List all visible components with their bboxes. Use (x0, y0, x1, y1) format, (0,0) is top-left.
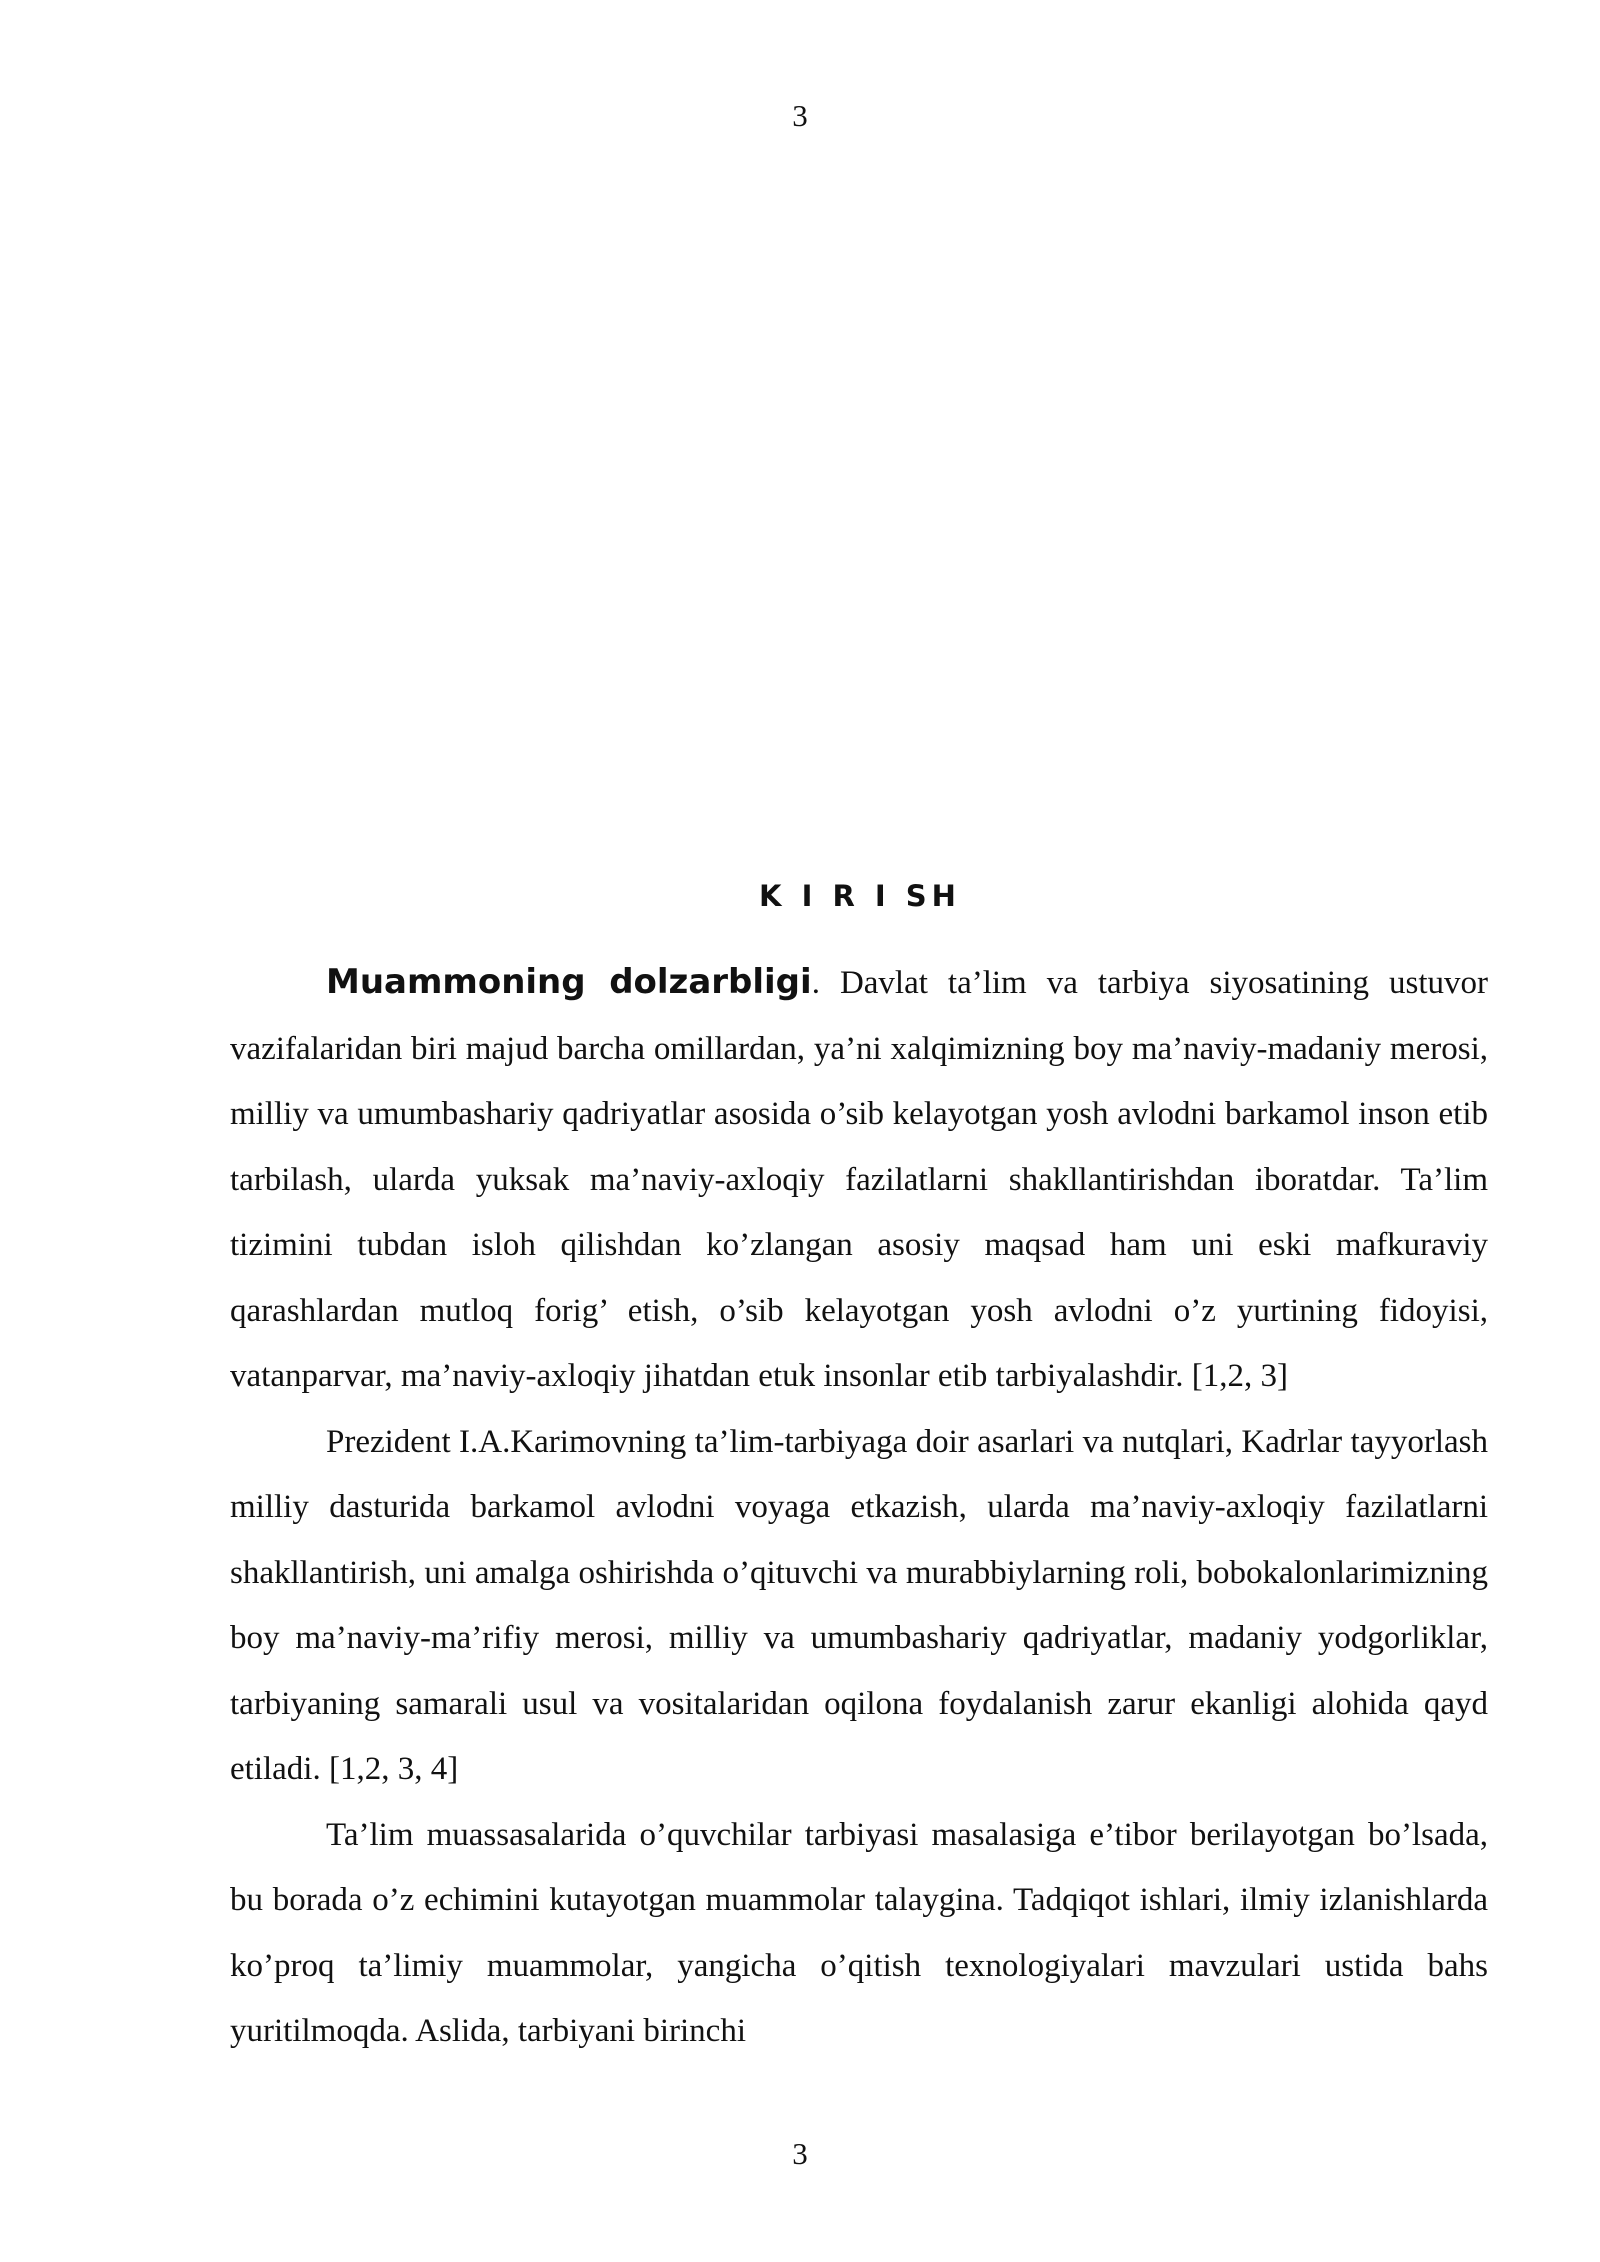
page-number-top: 3 (792, 98, 808, 133)
body-text (230, 950, 1488, 2065)
section-heading: K I R I SH (759, 879, 961, 913)
paragraph-president: Prezident I.A.Karimovning ta’lim-tarbiyaga doir asarlari va nutqlari, Kadrlar tayyorlash milliy dasturida barkamol avlodni voyaga etkazish, ularda ma’naviy-axloqiy fazilatlarni shakllantirish, uni amalga oshirishda o’qituvchi va murabbiylarning roli, bobokalonlarimizning boy ma’naviy-ma’rifiy merosi, milliy va umumbashariy qadriyatlar, madaniy yodgorliklar, tarbiyaning samarali usul va vositalaridan oqilona foydalanish zarur ekanligi alohida qayd etiladi. [1,2, 3, 4] (230, 1423, 1488, 1787)
paragraph-education: Ta’lim muassasalarida o’quvchilar tarbiyasi masalasiga e’tibor berilayotgan bo’lsada, bu borada o’z echimini kutayotgan muammolar talaygina. Tadqiqot ishlari, ilmiy izlanishlarda ko’proq ta’limiy muammolar, yangicha o’qitish texnologiyalari mavzulari ustida bahs yuritilmoqda. Aslida, tarbiyani birinchi (230, 1816, 1488, 2049)
paragraph-relevance (230, 950, 1488, 1410)
paragraph-lead-punct: . (811, 965, 820, 1001)
paragraph-lead: Muammoning dolzarbligi (326, 962, 812, 1002)
paragraph-text: Davlat ta’lim va tarbiya siyosatining ustuvor vazifalaridan biri majud barcha omillardan, ya’ni xalqimizning boy ma’naviy-madaniy merosi, milliy va umumbashariy qadriyatlar asosida o’sib kelayotgan yosh avlodni barkamol inson etib tarbilash, ularda yuksak ma’naviy-axloqiy fazilatlarni shakllantirishdan iboratdar. Ta’lim tizimini tubdan isloh qilishdan ko’zlangan asosiy maqsad ham uni eski mafkuraviy qarashlardan mutloq forig’ etish, o’sib kelayotgan yosh avlodni o’z yurtining fidoyisi, vatanparvar, ma’naviy-axloqiy jihatdan etuk insonlar etib tarbiyalashdir. [1,2, 3] (230, 965, 1488, 1394)
page-number-bottom: 3 (792, 2136, 808, 2171)
